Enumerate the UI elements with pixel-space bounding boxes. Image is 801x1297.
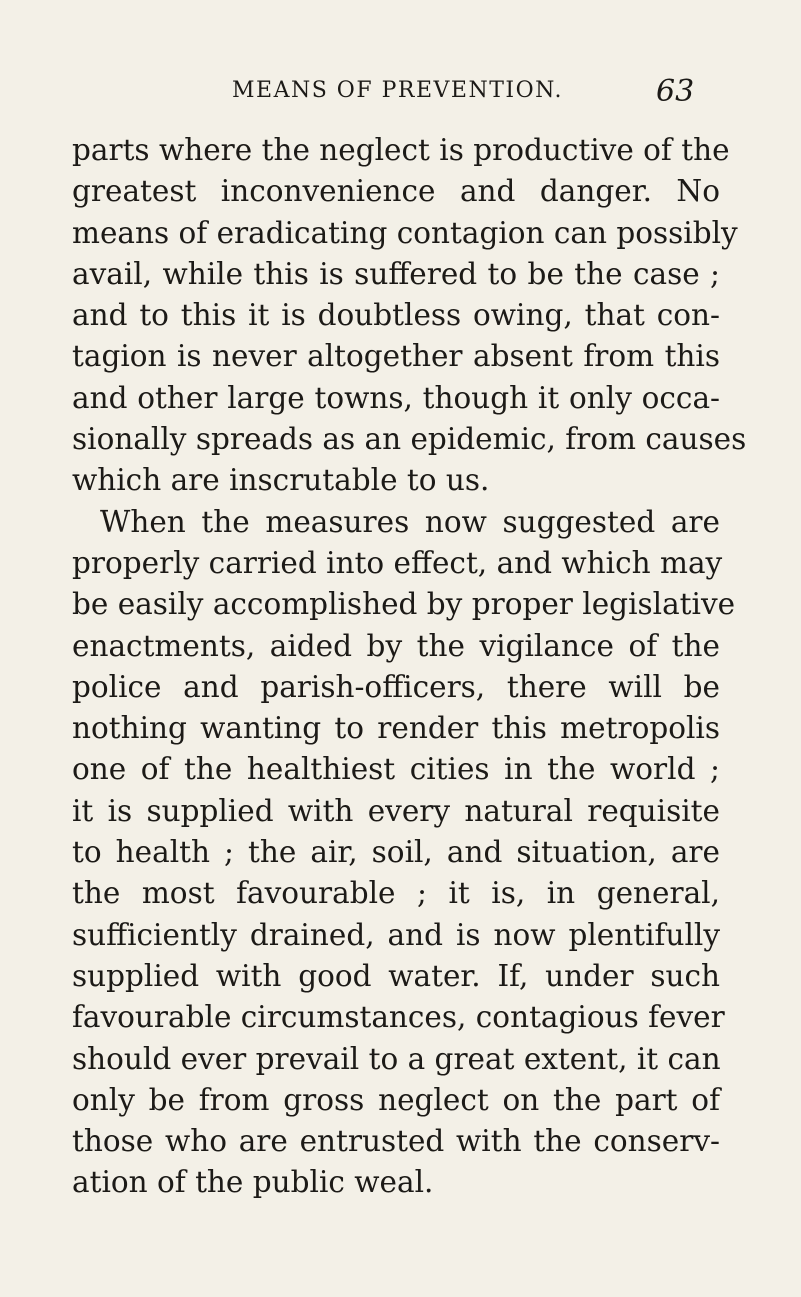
- text-line: avail, while this is suffered to be the case ;: [72, 256, 720, 291]
- text-line: should ever prevail to a great extent, it can: [72, 1041, 721, 1076]
- text-line: parts where the neglect is productive of the: [72, 133, 730, 167]
- text-line: police and parish-officers, there will be: [72, 669, 720, 704]
- text-line: sufficiently drained, and is now plentifully: [72, 917, 720, 952]
- body-text: [72, 130, 747, 1204]
- text-line: properly carried into effect, and which may: [72, 545, 723, 580]
- text-line: to health ; the air, soil, and situation, are: [72, 835, 720, 870]
- paragraph-start-line: When the measures now suggested are: [100, 504, 720, 539]
- text-line: greatest inconvenience and danger. No: [72, 174, 720, 209]
- text-line: means of eradicating contagion can possibly: [72, 215, 738, 250]
- text-line: be easily accomplished by proper legislative: [72, 587, 736, 622]
- running-title: MEANS OF PREVENTION.: [232, 78, 563, 103]
- text-line: and other large towns, though it only occa-: [72, 380, 720, 415]
- page-number: 63: [656, 74, 695, 109]
- text-line: those who are entrusted with the conserv-: [72, 1124, 720, 1159]
- text-line: sionally spreads as an epidemic, from causes: [72, 422, 747, 457]
- text-line: supplied with good water. If, under such: [72, 958, 720, 993]
- text-line: the most favourable ; it is, in general,: [72, 876, 720, 911]
- text-line: favourable circumstances, contagious fever: [72, 1000, 725, 1035]
- text-line: and to this it is doubtless owing, that con-: [72, 298, 720, 333]
- text-line: only be from gross neglect on the part of: [72, 1082, 720, 1117]
- text-line: one of the healthiest cities in the world ;: [72, 752, 720, 787]
- text-line: tagion is never altogether absent from this: [72, 339, 720, 374]
- paragraph-end-line: ation of the public weal.: [72, 1165, 434, 1200]
- running-head: [0, 74, 801, 114]
- text-line: nothing wanting to render this metropolis: [72, 711, 720, 746]
- text-line: enactments, aided by the vigilance of the: [72, 628, 720, 663]
- text-line: it is supplied with every natural requisite: [72, 793, 720, 828]
- paragraph-end-line: which are inscrutable to us.: [72, 463, 490, 498]
